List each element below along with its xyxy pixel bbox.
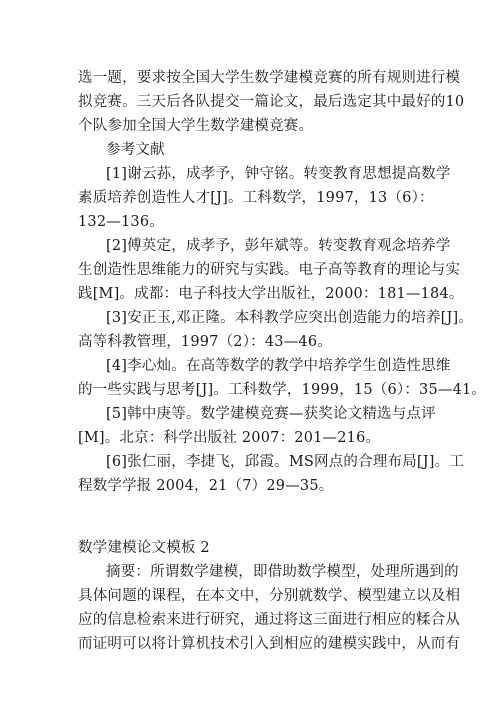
- text-line: 素质培养创造性人才[J]。工科数学，1997，13（6）：: [78, 190, 434, 206]
- reference-item: [2]傅英定，成孝予，彭年斌等。转变教育观念培养学: [106, 238, 451, 254]
- text-line: 践[M]。成都：电子科技大学出版社，2000：181—184。: [78, 286, 464, 302]
- text-line: 高等科教管理，1997（2）：43—46。: [78, 334, 332, 350]
- section-title: 数学建模论文模板 2: [78, 540, 210, 556]
- text-line: 个队参加全国大学生数学建模竞赛。: [78, 118, 314, 134]
- text-line: 的一些实践与思考[J]。工科数学，1999，15（6）：35—41。: [78, 382, 487, 398]
- reference-item: [1]谢云荪，成孝予，钟守铭。转变教育思想提高数学: [106, 166, 451, 182]
- text-line: 生创造性思维能力的研究与实践。电子高等教育的理论与实: [78, 262, 461, 278]
- reference-item: [5]韩中庚等。数学建模竞赛—获奖论文精选与点评: [106, 406, 436, 422]
- text-line: 而证明可以将计算机技术引入到相应的建模实践中，从而有: [78, 636, 461, 652]
- text-line: 拟竞赛。三天后各队提交一篇论文，最后选定其中最好的10: [78, 94, 465, 110]
- reference-item: [4]李心灿。在高等数学的教学中培养学生创造性思维: [106, 358, 451, 374]
- text-line: 132—136。: [78, 214, 164, 230]
- text-line: 应的信息检索来进行研究，通过将这三面进行相应的糅合从: [78, 612, 461, 628]
- references-heading: 参考文献: [106, 142, 165, 158]
- text-line: 程数学学报 2004，21（7）29—35。: [78, 478, 334, 494]
- reference-item: [3]安正玉,邓正隆。本科教学应突出创造能力的培养[J]。: [106, 310, 474, 326]
- reference-item: [6]张仁丽，李捷飞，邱霞。MS网点的合理布局[J]。工: [106, 454, 465, 470]
- abstract-line: 摘要：所谓数学建模，即借助数学模型，处理所遇到的: [106, 564, 459, 580]
- text-line: 具体问题的课程，在本文中，分别就数学、模型建立以及相: [78, 588, 461, 604]
- text-line: [M]。北京：科学出版社 2007：201—216。: [78, 430, 381, 446]
- text-line: 选一题，要求按全国大学生数学建模竞赛的所有规则进行模: [78, 70, 461, 86]
